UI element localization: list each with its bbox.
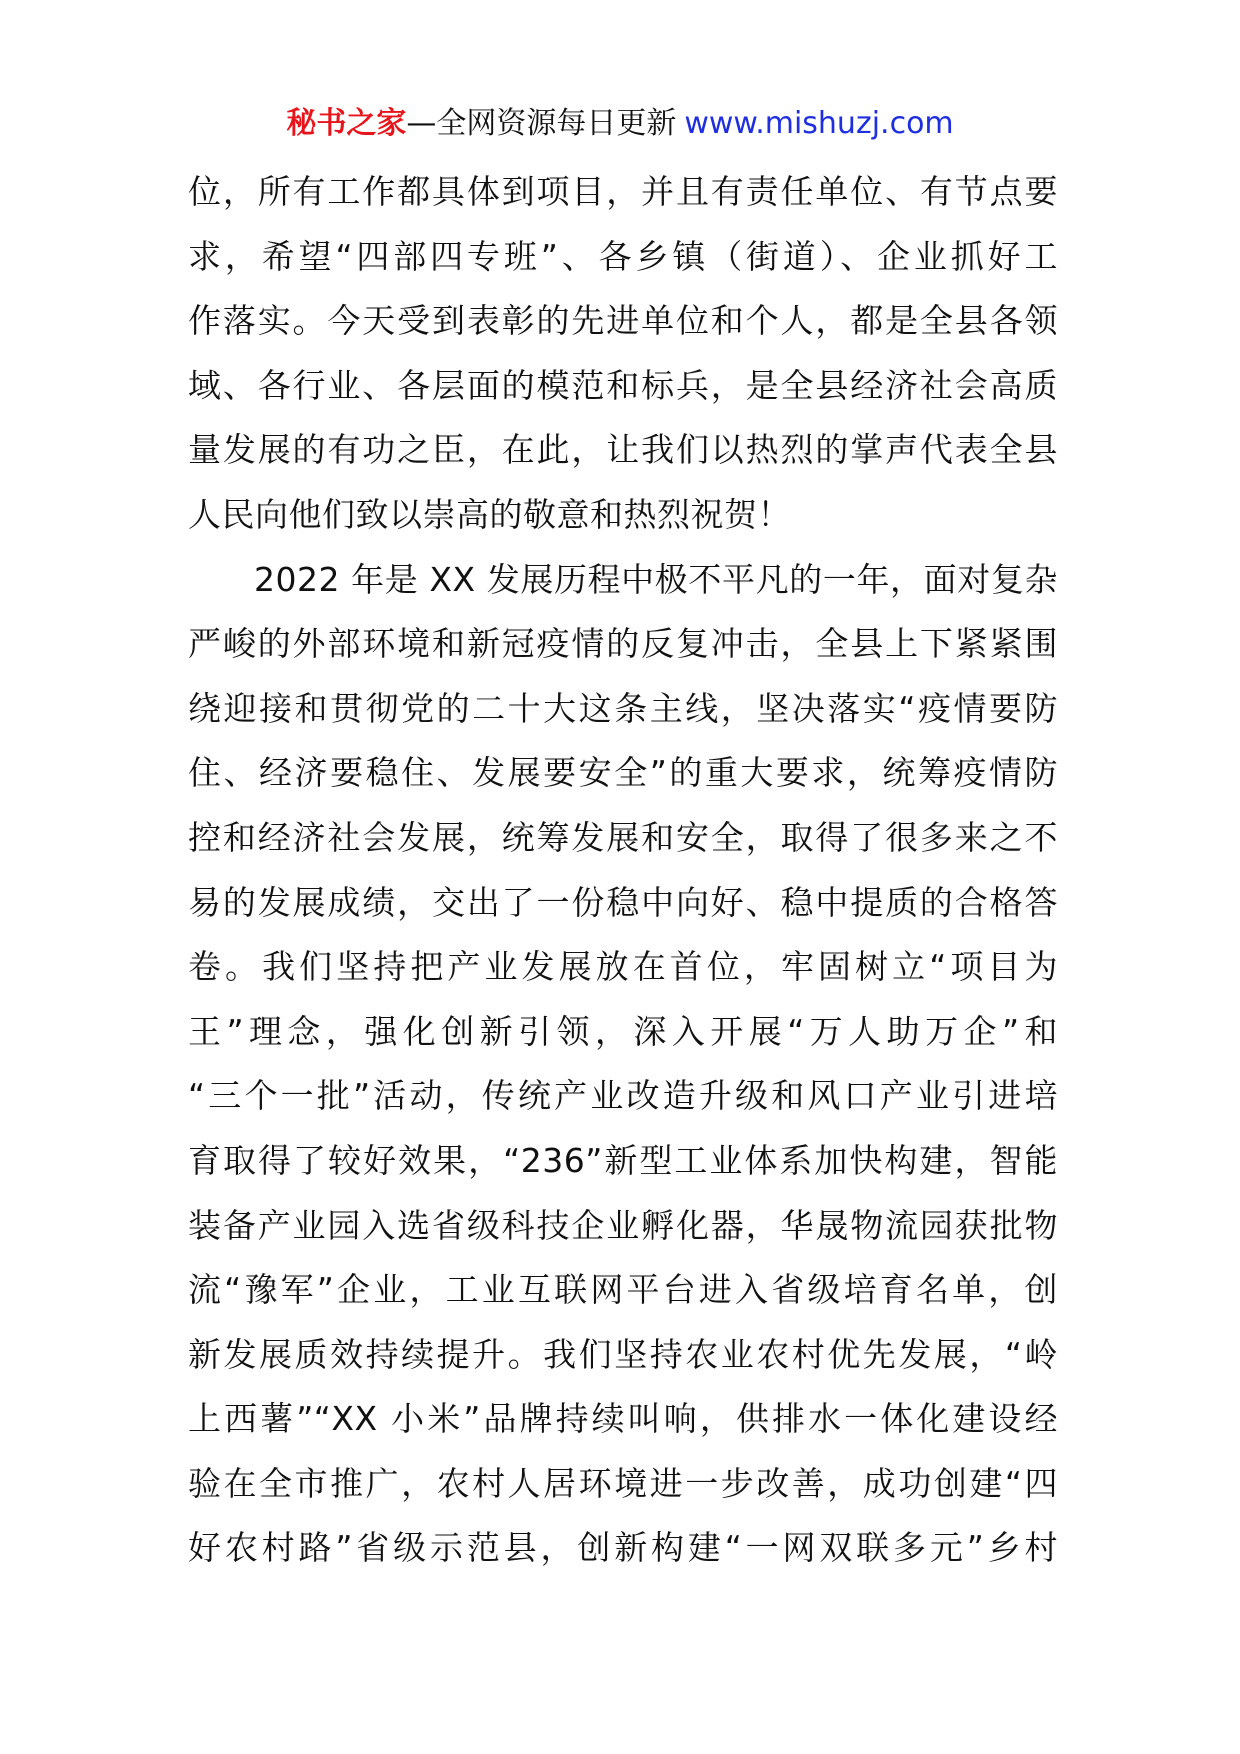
paragraph-2-line-6: 易的发展成绩，交出了一份稳中向好、稳中提质的合格答 xyxy=(188,882,1058,922)
paragraph-2-line-12: 流“豫军”企业，工业互联网平台进入省级培育名单，创 xyxy=(188,1270,1058,1310)
paragraph-1-line-5: 量发展的有功之臣，在此，让我们以热烈的掌声代表全县 xyxy=(188,430,1058,470)
paragraph-2-line-16: 好农村路”省级示范县，创新构建“一网双联多元”乡村 xyxy=(188,1528,1058,1568)
paragraph-1-line-1: 位，所有工作都具体到项目，并且有责任单位、有节点要 xyxy=(188,172,1058,211)
paragraph-2-line-8: 王”理念，强化创新引领，深入开展“万人助万企”和 xyxy=(188,1011,1058,1051)
paragraph-1-line-4: 域、各行业、各层面的模范和标兵，是全县经济社会高质 xyxy=(188,365,1058,405)
paragraph-2-line-9: “三个一批”活动，传统产业改造升级和风口产业引进培 xyxy=(188,1076,1058,1116)
paragraph-1-line-6: 人民向他们致以崇高的敬意和热烈祝贺！ xyxy=(188,494,791,534)
header-tagline: —全网资源每日更新 xyxy=(406,106,677,141)
paragraph-2-line-7: 卷。我们坚持把产业发展放在首位，牢固树立“项目为 xyxy=(188,947,1058,987)
paragraph-2-line-10: 育取得了较好效果，“236”新型工业体系加快构建，智能 xyxy=(188,1140,1058,1180)
paragraph-2-line-4: 住、经济要稳住、发展要安全”的重大要求，统筹疫情防 xyxy=(188,753,1058,793)
document-body xyxy=(188,160,1058,1581)
paragraph-2-line-13: 新发展质效持续提升。我们坚持农业农村优先发展，“岭 xyxy=(188,1334,1058,1374)
paragraph-2-line-11: 装备产业园入选省级科技企业孵化器，华晟物流园获批物 xyxy=(188,1205,1058,1245)
page-header xyxy=(0,100,1240,148)
paragraph-1-line-3: 作落实。今天受到表彰的先进单位和个人，都是全县各领 xyxy=(188,301,1058,341)
paragraph-2-line-3: 绕迎接和贯彻党的二十大这条主线，坚决落实“疫情要防 xyxy=(188,688,1058,728)
paragraph-2-line-2: 严峻的外部环境和新冠疫情的反复冲击，全县上下紧紧围 xyxy=(188,624,1058,664)
header-url-link[interactable]: www.mishuzj.com xyxy=(684,106,954,141)
paragraph-2-line-15: 验在全市推广，农村人居环境进一步改善，成功创建“四 xyxy=(188,1463,1058,1503)
paragraph-2-line-1: 2022 年是 XX 发展历程中极不平凡的一年，面对复杂 xyxy=(254,559,1058,599)
paragraph-2-line-5: 控和经济社会发展，统筹发展和安全，取得了很多来之不 xyxy=(188,817,1058,857)
paragraph-2-line-14: 上西薯”“XX 小米”品牌持续叫响，供排水一体化建设经 xyxy=(188,1399,1058,1439)
paragraph-1-line-2: 求，希望“四部四专班”、各乡镇（街道）、企业抓好工 xyxy=(188,236,1058,276)
header-brand: 秘书之家 xyxy=(286,106,407,141)
